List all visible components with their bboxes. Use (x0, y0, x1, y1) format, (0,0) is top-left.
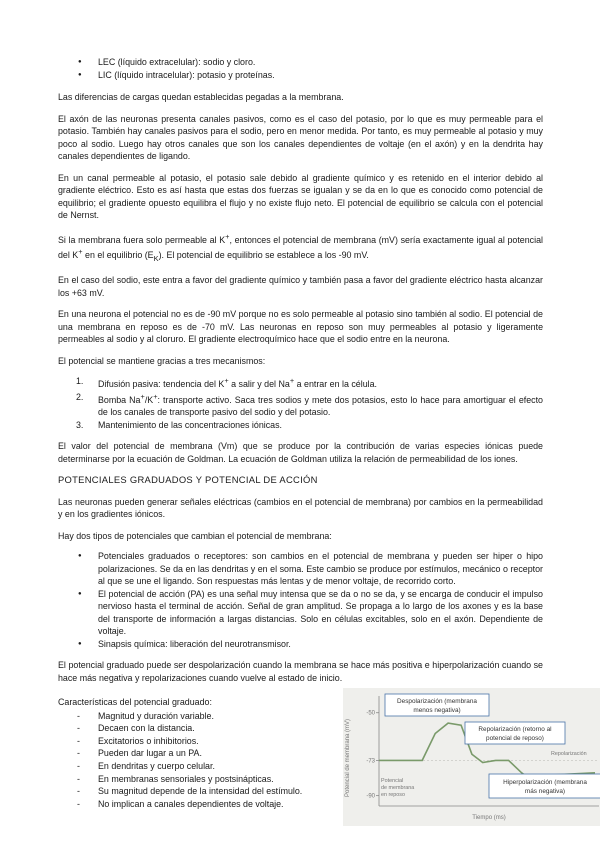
y-axis-label: Potencial de membrana (mV) (345, 719, 351, 798)
repolarization-small-label: Repolarización (551, 751, 587, 758)
characteristics-block (58, 696, 328, 810)
mechanisms-list (58, 375, 543, 431)
list-item: - No implican a canales dependientes de voltaje. (58, 798, 328, 811)
paragraph: En un canal permeable al potasio, el potasio sale debido al gradiente químico y es retenido en el interior debido al gradiente eléctrico. Esto es así hasta que estas dos fuerzas se igualan y se da en lo que es conocido como potencial de equilibrio; el gradiente opuesto equilibra el flujo y no existe flujo neto. El potencial de equilibrio se calcula con el potencial de Nernst. (58, 172, 543, 220)
paragraph: El potencial se mantiene gracias a tres mecanismos: (58, 355, 266, 366)
list-item: - Pueden dar lugar a un PA. (58, 747, 328, 760)
list-item: - Excitatorios o inhibitorios. (58, 735, 328, 748)
y-tick-label: -90 (366, 793, 375, 800)
list-item: - En dendritas y cuerpo celular. (58, 760, 328, 773)
hyperpolarization-label-2: más negativa) (524, 788, 566, 796)
depolarization-label: Despolarización (membrana (397, 698, 477, 706)
list-item: - En membranas sensoriales y postsinápticas. (58, 773, 328, 786)
y-tick-label: -50 (366, 710, 375, 717)
rest-label: Potencial (381, 778, 404, 785)
document-page (58, 56, 587, 822)
characteristics-section (58, 696, 587, 822)
paragraph: Si la membrana fuera solo permeable al K+, entonces el potencial de membrana (mV) sería exactamente igual al potencial del K+ en el equilibrio $(E_K)$. El potencial de equilibrio se establece a los -90 mV. (58, 231, 543, 263)
graded-potential-chart (343, 688, 600, 826)
hyperpolarization-label: Hiperpolarización (membrana (503, 779, 587, 787)
paragraph: El potencial graduado puede ser despolarización cuando la membrana se hace más positiva e hiperpolarización cuando se hace más negativa y repolarizaciones cuando vuelve al estado de inicio. (58, 660, 543, 683)
characteristics-title: Características del potencial graduado: (58, 697, 212, 708)
fluids-list (58, 56, 543, 81)
list-item: ● Potenciales graduados o receptores: son cambios en el potencial de membrana y pueden ser hiper o hipo polarizaciones. Se da en las dendritas y en el soma. Este cambio se produce por estímulos, mecánico o receptor al que se une el ligando. Son respuestas más lentas y de menor voltaje, de recorrido corto. (58, 550, 543, 588)
rest-label-2: de membrana (381, 785, 415, 792)
y-tick-label: -73 (366, 758, 375, 765)
list-item: 1. Difusión pasiva: tendencia del K+ a salir y del Na+ a entrar en la célula. (76, 376, 378, 390)
list-item: ● LIC (líquido intracelular): potasio y proteínas. (58, 69, 543, 82)
paragraph: El valor del potencial de membrana (Vm) que se produce por la contribución de varias especies iónicas puede determinarse por la ecuación de Goldman. La ecuación de Goldman utiliza la relación de permeabilidad de los iones. (58, 441, 543, 464)
characteristics-list (58, 710, 328, 811)
paragraph: Hay dos tipos de potenciales que cambian el potencial de membrana: (58, 530, 332, 541)
chart-svg (343, 688, 600, 826)
repolarization-label: Repolarización (retorno al (478, 726, 552, 734)
list-item: ● Sinapsis química: liberación del neurotransmisor. (58, 638, 543, 651)
list-item: - Su magnitud depende de la intensidad del estímulo. (58, 785, 328, 798)
paragraph: Las neuronas pueden generar señales eléctricas (cambios en el potencial de membrana) por cambios en la permeabilidad y en los gradientes iónicos. (58, 496, 543, 520)
rest-label-3: en reposo (381, 792, 405, 799)
potential-types-list (58, 550, 543, 650)
list-item: - Magnitud y duración variable. (58, 710, 328, 723)
list-item: - Decaen con la distancia. (58, 722, 328, 735)
paragraph: En una neurona el potencial no es de -90 mV porque no es solo permeable al potasio sino también al sodio. El potencial de una membrana en reposo es de -70 mV. Las neuronas en reposo son muy permeables al potasio y ligeramente permeables al sodio y al cloruro. El gradiente electroquímico hace que el sodio entre en la neurona. (58, 309, 543, 345)
list-item: 2. Bomba Na+/K+: transporte activo. Saca tres sodios y mete dos potasios, esto lo hace para amortiguar el efecto de los canales de transporte pasivo del sodio y del potasio. (76, 391, 543, 418)
paragraph: El axón de las neuronas presenta canales pasivos, como es el caso del potasio, por lo que es muy permeable para el potasio. También hay canales pasivos para el sodio, pero en menor medida. Por tanto, es muy permeable al potasio y muy poco al sodio. Luego hay otros canales que son los canales dependientes de voltaje (en el axón) y en la dendrita hay canales dependientes de ligando. (58, 113, 543, 161)
x-axis-label: Tiempo (ms) (472, 815, 506, 822)
section-title: POTENCIALES GRADUADOS Y POTENCIAL DE ACCIÓN (58, 474, 318, 486)
list-item: ● LEC (líquido extracelular): sodio y cloro. (58, 56, 543, 69)
depolarization-label-2: menos negativa) (413, 707, 461, 715)
list-item: 3. Mantenimiento de las concentraciones iónicas. (76, 419, 283, 430)
repolarization-label-2: potencial de reposo) (486, 735, 544, 743)
paragraph: En el caso del sodio, este entra a favor del gradiente químico y también pasa a favor del gradiente eléctrico hasta alcanzar los +63 mV. (58, 275, 543, 298)
paragraph: Las diferencias de cargas quedan establecidas pegadas a la membrana. (58, 92, 344, 102)
list-item: ● El potencial de acción (PA) es una señal muy intensa que se da o no se da, y se encarga de conducir el impulso nervioso hasta el terminal de acción. Señal de gran amplitud. Se propaga a lo largo de los axones y es la base del transporte de información a largas distancias. Solo en células excitables, solo en el axón. Dependiente de voltaje. (58, 588, 543, 638)
